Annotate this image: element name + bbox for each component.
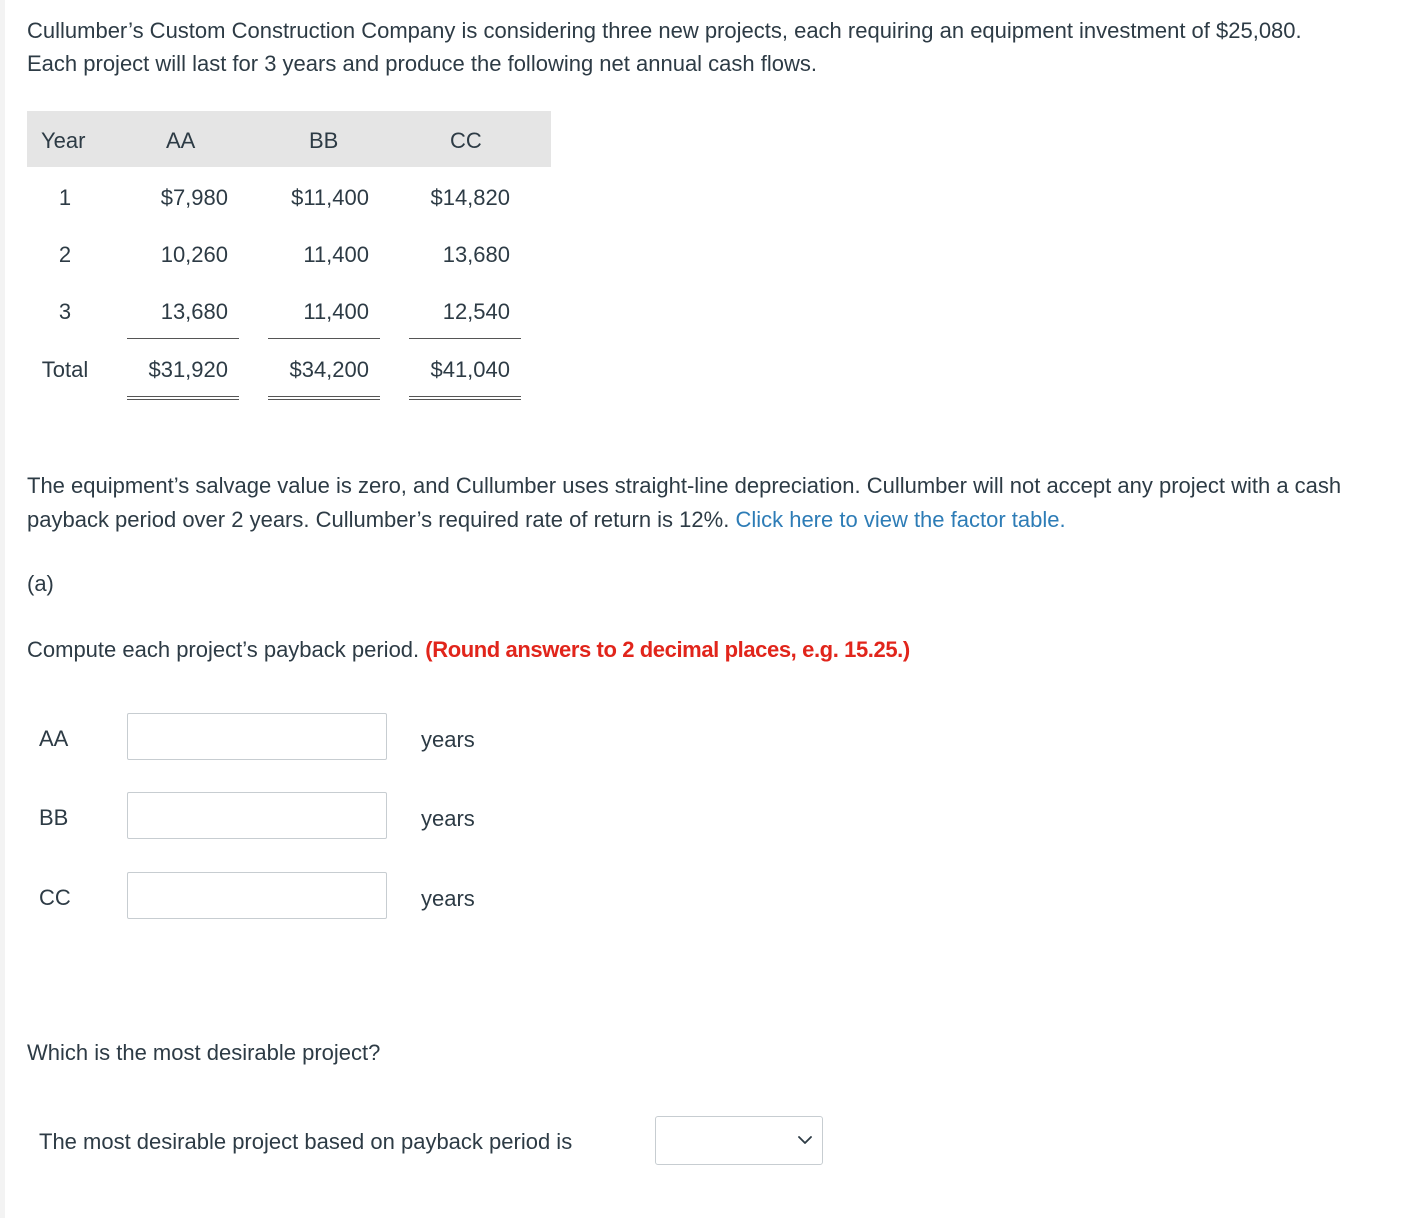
total-double-rule-cc: [409, 396, 521, 400]
total-double-rule-aa: [127, 396, 239, 400]
row-3-bb: 11,400: [303, 299, 369, 324]
header-year: Year: [41, 128, 86, 153]
subtotal-rule-bb: [268, 338, 380, 339]
rounding-note: (Round answers to 2 decimal places, e.g. 15.25.): [425, 637, 910, 662]
total-aa: $31,920: [148, 357, 228, 382]
input-label-cc: CC: [39, 885, 71, 910]
part-label: (a): [27, 571, 54, 596]
row-2-year: 2: [58, 242, 72, 267]
unit-label-aa: years: [421, 727, 475, 752]
left-page-rule: [0, 0, 5, 1218]
row-3-cc: 12,540: [442, 299, 510, 324]
assumptions-paragraph: [27, 469, 1422, 537]
input-label-bb: BB: [39, 805, 69, 830]
total-label: Total: [41, 357, 89, 382]
factor-table-link[interactable]: Click here to view the factor table.: [735, 507, 1066, 532]
payback-input-cc[interactable]: [127, 872, 387, 919]
intro-line-2: Each project will last for 3 years and produce the following net annual cash flows.: [27, 51, 817, 76]
total-double-rule-bb: [268, 396, 380, 400]
row-2-cc: 13,680: [442, 242, 510, 267]
unit-label-cc: years: [421, 886, 475, 911]
payback-input-aa[interactable]: [127, 713, 387, 760]
payback-input-bb[interactable]: [127, 792, 387, 839]
unit-label-bb: years: [421, 806, 475, 831]
row-3-year: 3: [58, 299, 72, 324]
header-aa: AA: [166, 128, 196, 153]
row-3-aa: 13,680: [160, 299, 228, 324]
row-1-bb: $11,400: [291, 185, 369, 210]
header-cc: CC: [450, 128, 482, 153]
most-desirable-select[interactable]: [655, 1116, 823, 1165]
problem-intro: [27, 14, 1407, 80]
total-bb: $34,200: [289, 357, 369, 382]
subtotal-rule-aa: [127, 338, 239, 339]
row-1-aa: $7,980: [160, 185, 228, 210]
total-cc: $41,040: [430, 357, 510, 382]
intro-line-1: Cullumber’s Custom Construction Company is considering three new projects, each requiring an equipment investment of $25,080.: [27, 18, 1302, 43]
question-payback: [27, 636, 910, 664]
question-most-desirable: Which is the most desirable project?: [27, 1040, 381, 1065]
input-label-aa: AA: [39, 726, 69, 751]
row-1-cc: $14,820: [430, 185, 510, 210]
header-bb: BB: [309, 128, 339, 153]
question-text: Compute each project’s payback period.: [27, 637, 426, 662]
row-2-aa: 10,260: [160, 242, 228, 267]
most-desirable-label: The most desirable project based on payback period is: [39, 1129, 573, 1154]
row-1-year: 1: [58, 185, 72, 210]
chevron-down-icon: [796, 1131, 814, 1149]
subtotal-rule-cc: [409, 338, 521, 339]
assumptions-text: The equipment’s salvage value is zero, and Cullumber uses straight-line depreciation. Cullumber will not accept any project with a cash payback period over 2 years. Cullumber’s required rate of return is 12%.: [27, 473, 1342, 532]
row-2-bb: 11,400: [303, 242, 369, 267]
